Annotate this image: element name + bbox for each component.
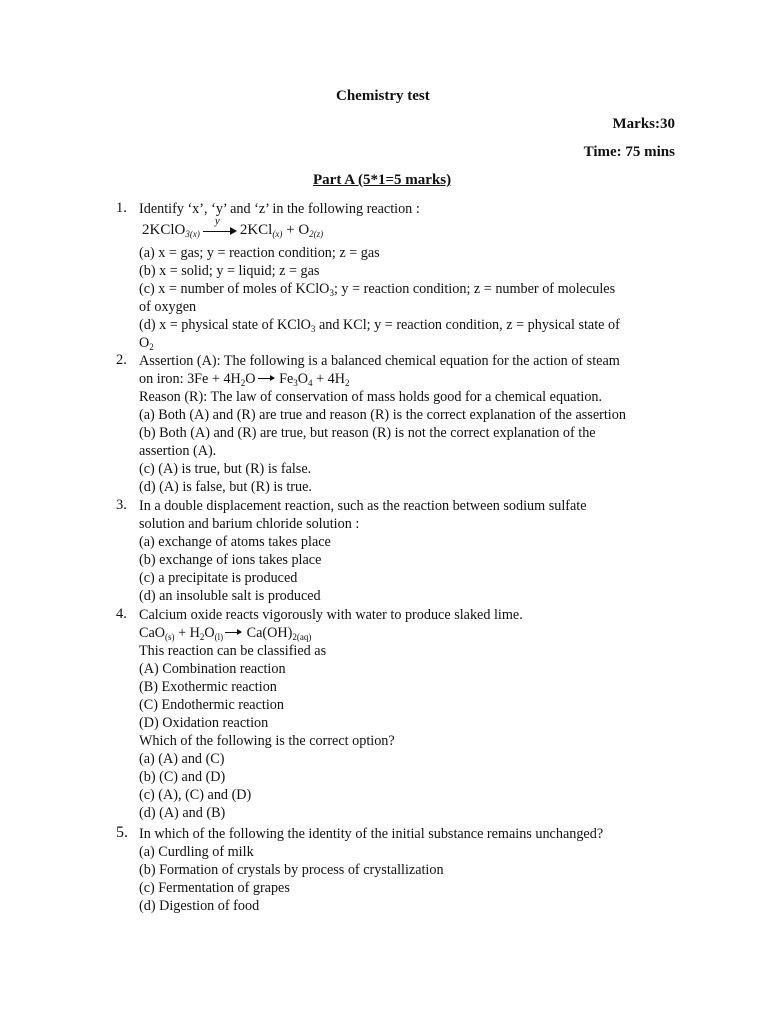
q4-option-d: (d) (A) and (B) [139,805,226,821]
question-2-equation: on iron: $3Fe + 4H_2O$ $Fe_3O_4 + 4H_2$ [139,371,350,388]
question-number-4: 4. [116,606,127,622]
q4-statement-a: (A) Combination reaction [139,661,286,677]
arrow-label: y [214,214,220,227]
q3-option-c: (c) a precipitate is produced [139,570,298,586]
product-o2-subscript: 2(z) [309,229,324,239]
q4-statement-d: (D) Oxidation reaction [139,715,269,731]
question-3-text: In a double displacement reaction, such as the reaction between sodium sulfate [139,498,587,514]
q1-option-d-cont: $O_2$ [139,335,154,352]
question-1-reaction [142,214,324,239]
product-o2: + O [282,222,310,238]
q2-option-a: (a) Both (A) and (R) are true and reason (R) is the correct explanation of the assertion [139,407,626,423]
q4-option-c: (c) (A), (C) and (D) [139,787,252,803]
q5-option-b: (b) Formation of crystals by process of crystallization [139,862,444,878]
q2-option-d: (d) (A) is false, but (R) is true. [139,479,312,495]
q4-statement-c: (C) Endothermic reaction [139,697,284,713]
question-1-text: Identify ‘x’, ‘y’ and ‘z’ in the following reaction : [139,201,420,217]
product-kcl: 2KCl [239,222,273,238]
question-3-text-cont: solution and barium chloride solution : [139,516,360,532]
q3-option-b: (b) exchange of ions takes place [139,552,322,568]
reactant-subscript: 3(x) [185,229,200,239]
question-2-reason: Reason (R): The law of conservation of mass holds good for a chemical equation. [139,389,603,405]
reactant-kclo3: 2KClO [142,222,186,238]
page-title: Chemistry test [336,88,430,104]
q3-option-a: (a) exchange of atoms takes place [139,534,331,550]
q5-option-c: (c) Fermentation of grapes [139,880,290,896]
question-number-3: 3. [116,497,127,513]
q1-option-c: (c) x = number of moles of KClO$_3$; y = reaction condition; z = number of molecules [139,281,616,298]
arrow-icon [225,632,241,633]
q4-option-b: (b) (C) and (D) [139,769,226,785]
time-label: Time: 75 mins [583,144,675,160]
question-number-5: 5. [116,824,128,841]
question-4-prompt: This reaction can be classified as [139,643,327,659]
q1-option-c-cont: of oxygen [139,299,197,315]
q2-option-c: (c) (A) is true, but (R) is false. [139,461,312,477]
q4-option-a: (a) (A) and (C) [139,751,225,767]
question-number-2: 2. [116,352,127,368]
q1-option-b: (b) x = solid; y = liquid; z = gas [139,263,320,279]
question-4-text: Calcium oxide reacts vigorously with water to produce slaked lime. [139,607,523,623]
q2-option-b-cont: assertion (A). [139,443,217,459]
q5-option-a: (a) Curdling of milk [139,844,254,860]
question-5-text: In which of the following the identity of the initial substance remains unchanged? [139,826,604,842]
question-4-question: Which of the following is the correct option? [139,733,395,749]
arrow-icon [258,378,274,379]
question-4-equation: $CaO_{(s)} + H_2O_{(l)}$ $Ca(OH)_{2(aq)}$ [139,625,312,642]
q1-option-d: (d) x = physical state of KClO$_3$ and KCl; y = reaction condition, z = physical state of [139,317,620,334]
marks-label: Marks:30 [612,116,675,132]
question-number-1: 1. [116,200,127,216]
section-heading: Part A (5*1=5 marks) [313,172,452,188]
q4-statement-b: (B) Exothermic reaction [139,679,277,695]
q2-option-b: (b) Both (A) and (R) are true, but reason (R) is not the correct explanation of the [139,425,596,441]
q1-option-a: (a) x = gas; y = reaction condition; z = gas [139,245,380,261]
q5-option-d: (d) Digestion of food [139,898,260,914]
reaction-arrow-icon [203,214,237,238]
product-kcl-subscript: (x) [272,229,283,239]
q3-option-d: (d) an insoluble salt is produced [139,588,321,604]
question-2-text: Assertion (A): The following is a balanced chemical equation for the action of steam [139,353,620,369]
